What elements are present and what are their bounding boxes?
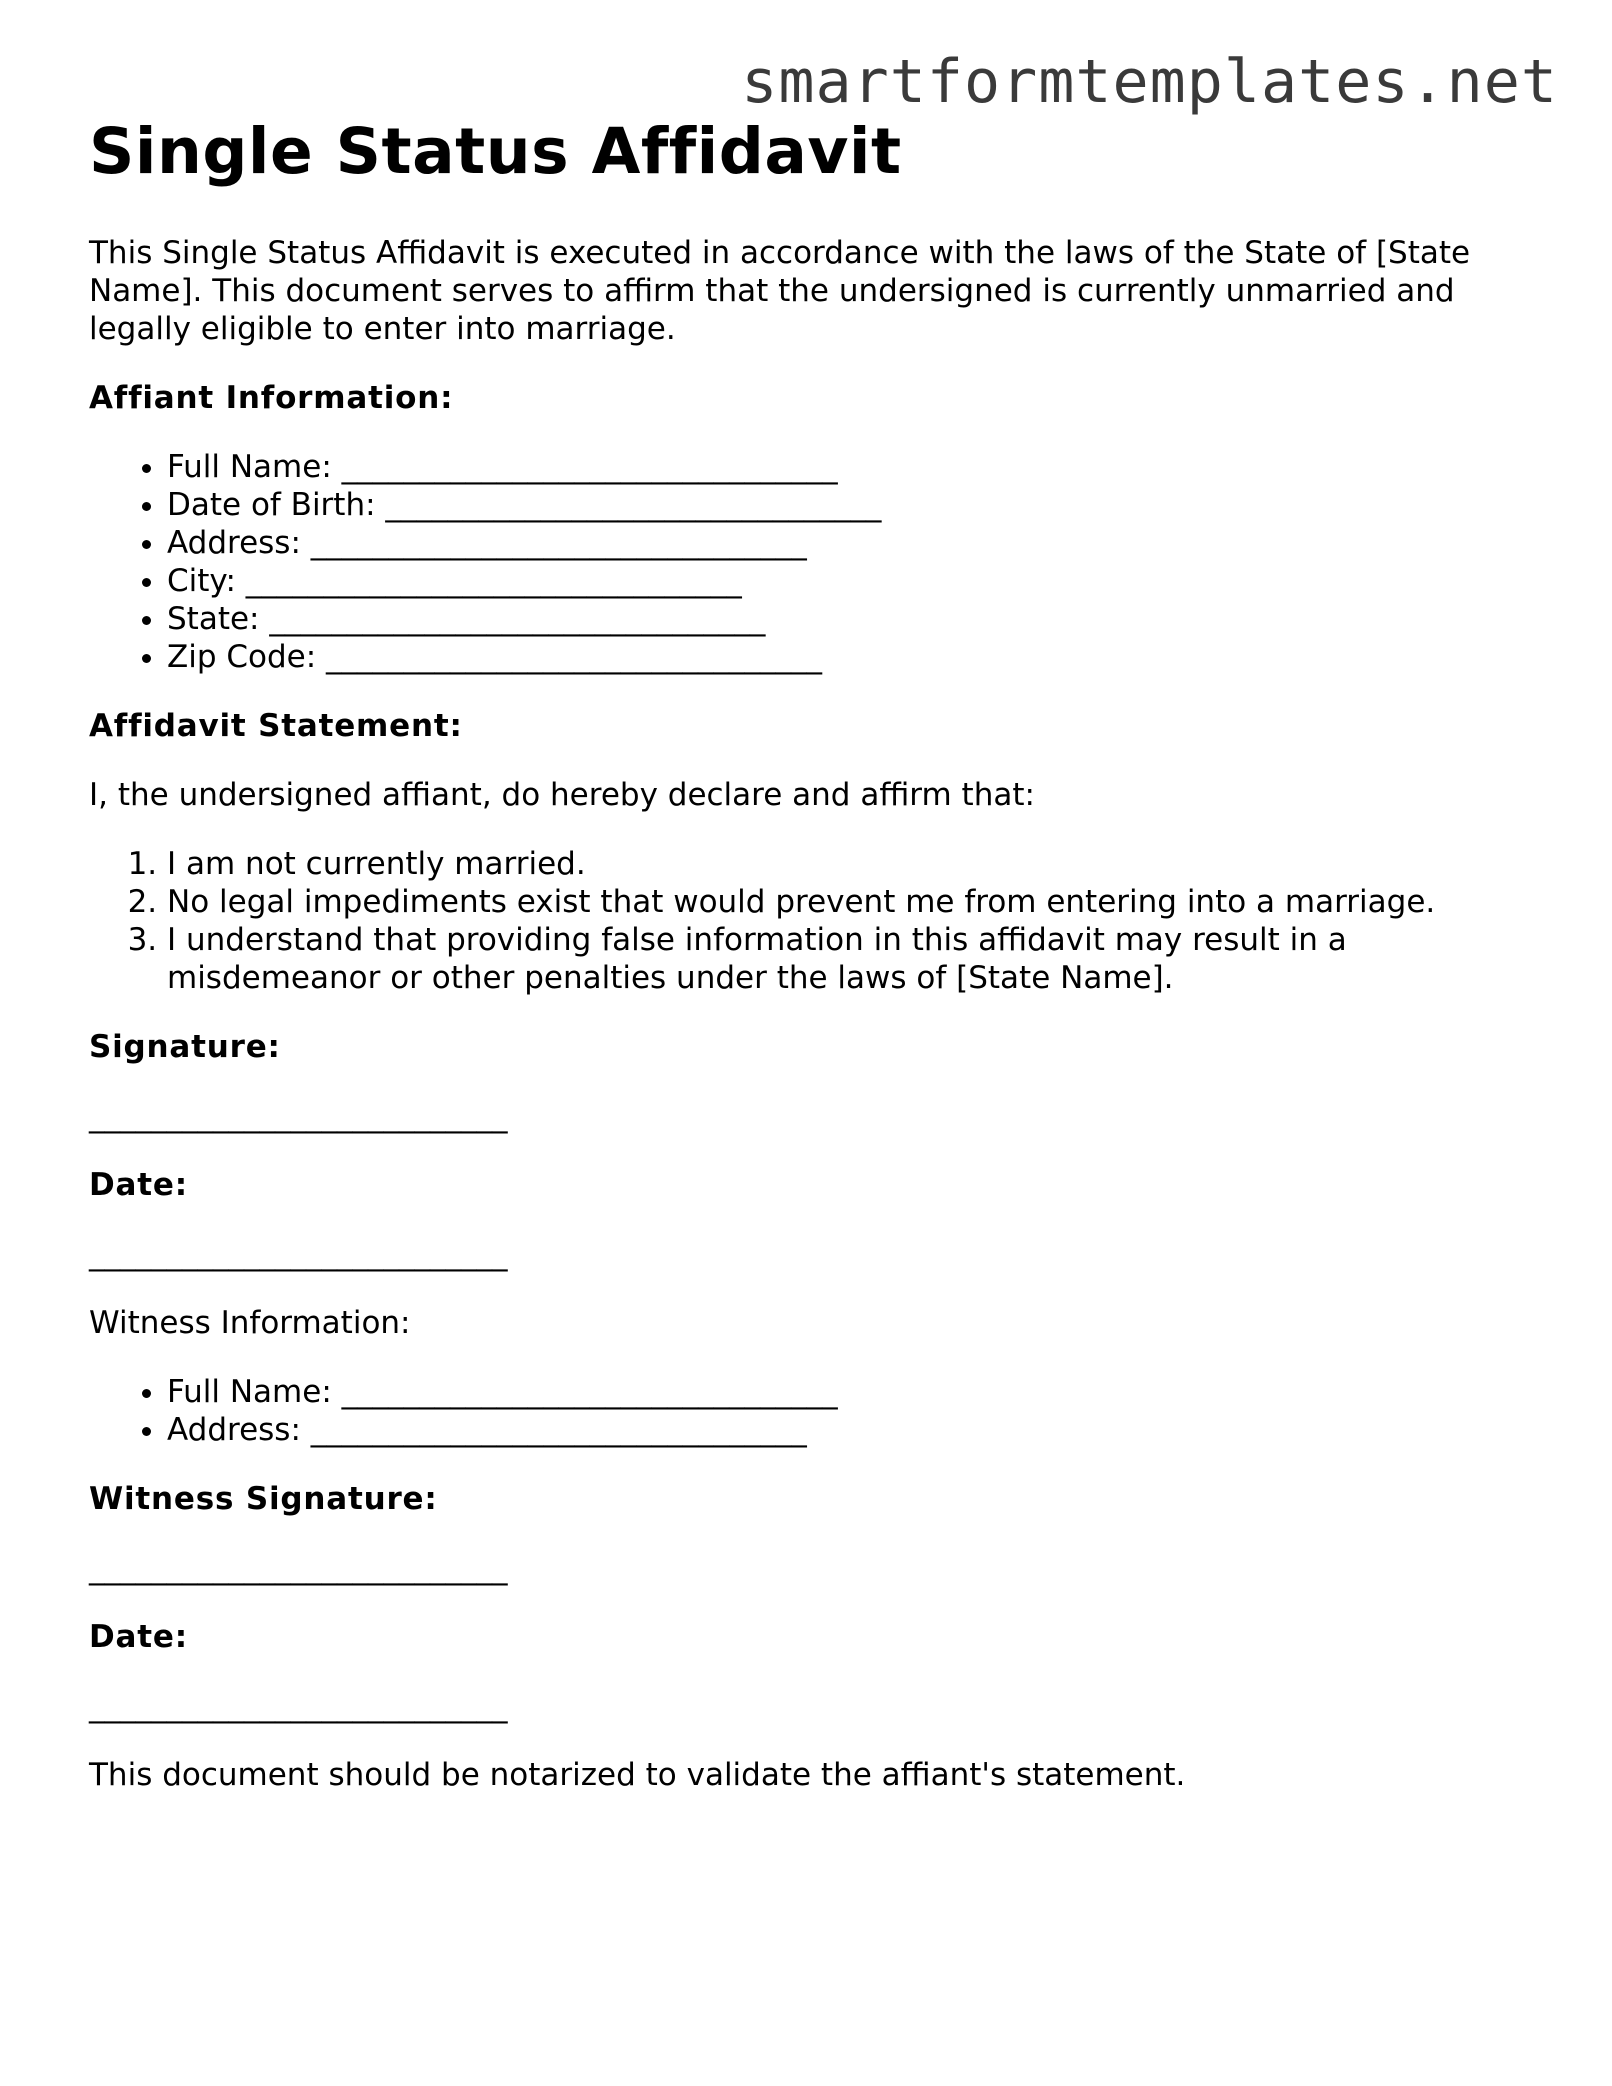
witness-fields-list <box>89 1373 1529 1449</box>
witness-full-name-field: • Full Name: ________________________________ <box>167 1373 1529 1411</box>
statement-items-list <box>89 845 1529 997</box>
witness-information-heading: Witness Information: <box>89 1305 411 1341</box>
witness-signature-line: ___________________________ <box>89 1550 508 1586</box>
statement-lead: I, the undersigned affiant, do hereby declare and affirm that: <box>89 777 1035 813</box>
intro-paragraph: This Single Status Affidavit is executed in accordance with the laws of the State of [State Name]. This document serves to affirm that the undersigned is currently unmarried and legally eligible to enter into marriage. <box>89 235 1471 347</box>
signature-date-line: ___________________________ <box>89 1236 508 1272</box>
affiant-city-field: • City: ________________________________ <box>167 562 1529 600</box>
affidavit-document <box>89 112 1529 1794</box>
affiant-date-of-birth-field: • Date of Birth: ________________________________ <box>167 486 1529 524</box>
affiant-full-name-field: • Full Name: ________________________________ <box>167 448 1529 486</box>
statement-item: 3. I understand that providing false information in this affidavit may result in a misdemeanor or other penalties under the laws of [State Name]. <box>167 921 1529 997</box>
document-title: Single Status Affidavit <box>89 115 902 188</box>
witness-date-line: ___________________________ <box>89 1688 508 1724</box>
witness-date-heading: Date: <box>89 1619 188 1655</box>
signature-heading: Signature: <box>89 1029 281 1065</box>
affiant-fields-list <box>89 448 1529 676</box>
signature-date-heading: Date: <box>89 1167 188 1203</box>
affiant-information-heading: Affiant Information: <box>89 380 454 416</box>
witness-address-field: • Address: ________________________________ <box>167 1411 1529 1449</box>
witness-signature-heading: Witness Signature: <box>89 1481 438 1517</box>
signature-line: ___________________________ <box>89 1098 508 1134</box>
statement-item: 2. No legal impediments exist that would prevent me from entering into a marriage. <box>167 883 1529 921</box>
site-watermark: smartformtemplates.net <box>741 47 1558 117</box>
affidavit-statement-heading: Affidavit Statement: <box>89 708 463 744</box>
affiant-address-field: • Address: ________________________________ <box>167 524 1529 562</box>
affiant-zip-code-field: • Zip Code: ________________________________ <box>167 638 1529 676</box>
notarization-note: This document should be notarized to validate the affiant's statement. <box>89 1757 1186 1793</box>
statement-item: 1. I am not currently married. <box>167 845 1529 883</box>
affiant-state-field: • State: ________________________________ <box>167 600 1529 638</box>
